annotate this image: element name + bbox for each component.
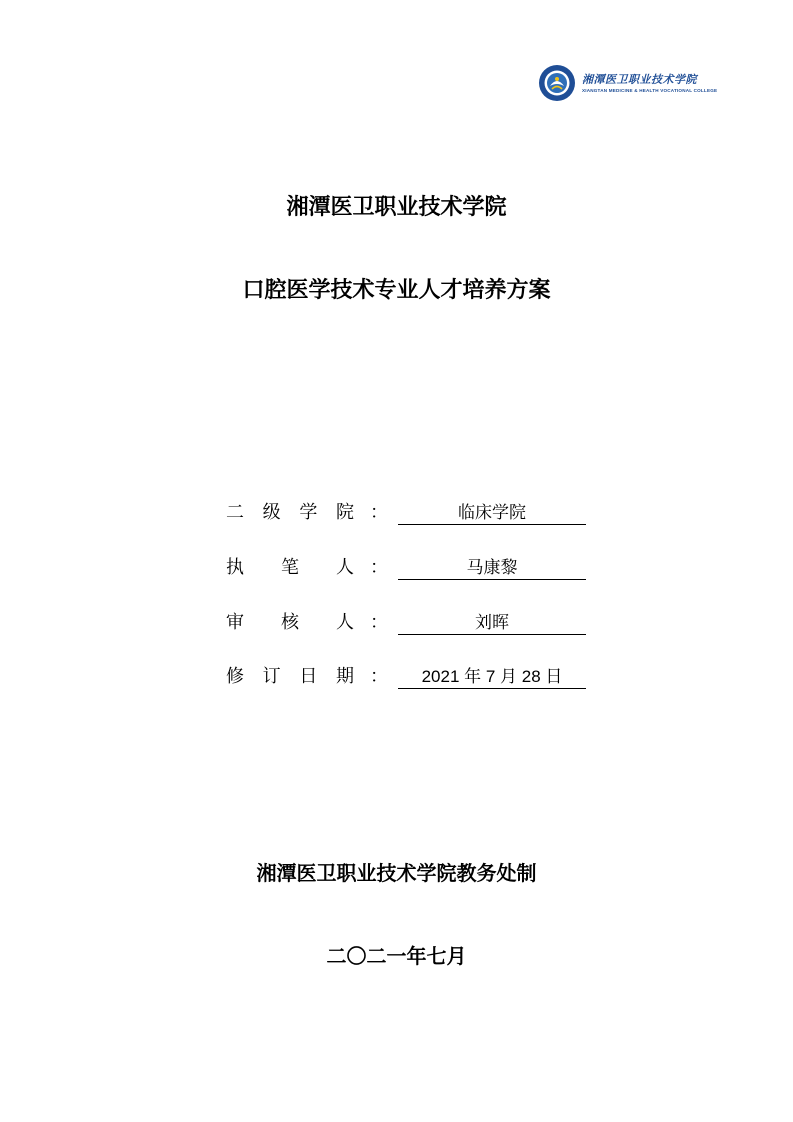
- info-row-reviewer: [226, 608, 586, 648]
- info-label: 执 笔 人: [226, 557, 354, 578]
- college-logo: [538, 64, 718, 104]
- institution-name: 湘潭医卫职业技术学院: [286, 195, 507, 220]
- underline: [398, 634, 586, 635]
- info-value: 2021 年 7 月 28 日: [421, 667, 563, 686]
- issuer-line: 湘潭医卫职业技术学院教务处制: [256, 861, 537, 885]
- info-label: 二 级 学 院: [226, 502, 354, 523]
- underline: [398, 688, 586, 689]
- info-value: 临床学院: [458, 503, 526, 522]
- info-colon: ：: [370, 612, 388, 633]
- info-row-department: [226, 498, 586, 538]
- info-label: 审 核 人: [226, 612, 354, 633]
- info-colon: ：: [370, 502, 388, 523]
- underline: [398, 579, 586, 580]
- info-colon: ：: [370, 666, 388, 687]
- info-value: 刘晖: [475, 613, 509, 632]
- issue-date: 二〇二一年七月: [326, 944, 467, 968]
- document-title: 口腔医学技术专业人才培养方案: [242, 278, 551, 303]
- info-label: 修 订 日 期: [226, 666, 354, 687]
- logo-english-name: XIANGTAN MEDICINE & HEALTH VOCATIONAL COLLEGE: [582, 88, 718, 93]
- info-row-author: [226, 553, 586, 593]
- underline: [398, 524, 586, 525]
- info-colon: ：: [370, 557, 388, 578]
- info-row-revision-date: [226, 662, 586, 702]
- college-emblem-icon: [538, 64, 576, 102]
- logo-chinese-name: 湘潭医卫职业技术学院: [582, 73, 697, 86]
- info-value: 马康黎: [466, 558, 518, 577]
